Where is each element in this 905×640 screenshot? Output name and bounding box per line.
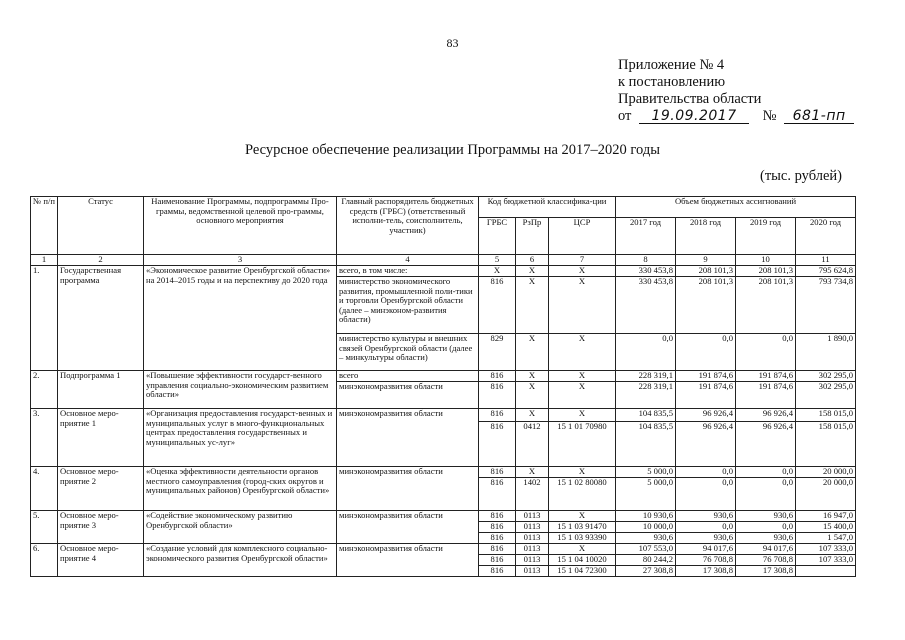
kbk-grbs-cell: 816 — [479, 467, 516, 478]
number-label: № — [762, 108, 777, 124]
header-2017: 2017 год — [616, 218, 676, 255]
header-grbs: Главный распорядитель бюджетных средств (ГРБС) (ответственный исполни-тель, соисполнитель, участник) — [337, 197, 479, 255]
kbk-csr-cell: X — [549, 544, 616, 555]
executor-cell: минэкономразвития области — [337, 544, 479, 577]
column-number-cell: 11 — [796, 255, 856, 266]
header-2020: 2020 год — [796, 218, 856, 255]
name-cell: «Оценка эффективности деятельности органов местного самоуправления (город-ских округов и муниципальных районов) Оренбургской области» — [144, 467, 337, 511]
kbk-csr-cell: X — [549, 409, 616, 422]
value-2018-cell: 0,0 — [676, 478, 736, 511]
executor-cell: министерство экономического развития, промышленной поли-тики и торговли Оренбургской области (далее – минэконом-развития области) — [337, 277, 479, 334]
value-2020-cell: 302 295,0 — [796, 382, 856, 409]
value-2017-cell: 27 308,8 — [616, 566, 676, 577]
value-2018-cell: 191 874,6 — [676, 382, 736, 409]
value-2017-cell: 330 453,8 — [616, 277, 676, 334]
row-number-cell: 4. — [31, 467, 58, 511]
kbk-rzpr-cell: X — [516, 409, 549, 422]
kbk-csr-cell: X — [549, 277, 616, 334]
column-numbers-row — [31, 255, 856, 266]
value-2020-cell: 158 015,0 — [796, 409, 856, 422]
column-number-cell: 2 — [58, 255, 144, 266]
value-2020-cell: 20 000,0 — [796, 478, 856, 511]
table-row — [31, 371, 856, 382]
status-cell: Подпрограмма 1 — [58, 371, 144, 409]
value-2017-cell: 104 835,5 — [616, 409, 676, 422]
kbk-grbs-cell: X — [479, 266, 516, 277]
kbk-grbs-cell: 816 — [479, 371, 516, 382]
value-2018-cell: 208 101,3 — [676, 277, 736, 334]
header-2019: 2019 год — [736, 218, 796, 255]
name-cell: «Содействие экономическому развитию Оренбургской области» — [144, 511, 337, 544]
executor-cell: министерство культуры и внешних связей Оренбургской области (далее – минкультуры области) — [337, 334, 479, 371]
header-volume: Объем бюджетных ассигнований — [616, 197, 856, 218]
column-number-cell: 6 — [516, 255, 549, 266]
handwritten-date: 19.09.2017 — [639, 109, 749, 124]
value-2019-cell: 0,0 — [736, 522, 796, 533]
value-2020-cell: 1 547,0 — [796, 533, 856, 544]
column-number-cell: 3 — [144, 255, 337, 266]
status-cell: Основное меро-приятие 3 — [58, 511, 144, 544]
column-number-cell: 4 — [337, 255, 479, 266]
value-2018-cell: 76 708,8 — [676, 555, 736, 566]
value-2019-cell: 96 926,4 — [736, 422, 796, 467]
value-2019-cell: 208 101,3 — [736, 277, 796, 334]
executor-cell: минэкономразвития области — [337, 409, 479, 467]
kbk-csr-cell: X — [549, 334, 616, 371]
value-2019-cell: 96 926,4 — [736, 409, 796, 422]
value-2019-cell: 17 308,8 — [736, 566, 796, 577]
value-2018-cell: 0,0 — [676, 522, 736, 533]
kbk-grbs-cell: 829 — [479, 334, 516, 371]
name-cell: «Повышение эффективности государст-венного управления социально-экономическим развитием области» — [144, 371, 337, 409]
value-2018-cell: 208 101,3 — [676, 266, 736, 277]
value-2018-cell: 0,0 — [676, 467, 736, 478]
appendix-block — [618, 57, 854, 125]
kbk-rzpr-cell: X — [516, 266, 549, 277]
resource-table — [30, 196, 856, 577]
value-2019-cell: 94 017,6 — [736, 544, 796, 555]
value-2019-cell: 76 708,8 — [736, 555, 796, 566]
name-cell: «Создание условий для комплексного социально-экономического развития Оренбургской области» — [144, 544, 337, 577]
value-2019-cell: 930,6 — [736, 533, 796, 544]
kbk-rzpr-cell: 0412 — [516, 422, 549, 467]
header-kbk: Код бюджетной классифика-ции — [479, 197, 616, 218]
header-name: Наименование Программы, подпрограммы Про-граммы, ведомственной целевой про-граммы, основного мероприятия — [144, 197, 337, 255]
header-status: Статус — [58, 197, 144, 255]
kbk-csr-cell: X — [549, 511, 616, 522]
value-2020-cell — [796, 566, 856, 577]
kbk-grbs-cell: 816 — [479, 511, 516, 522]
appendix-line-3: Правительства области — [618, 91, 762, 107]
row-number-cell: 3. — [31, 409, 58, 467]
kbk-grbs-cell: 816 — [479, 533, 516, 544]
value-2017-cell: 10 000,0 — [616, 522, 676, 533]
value-2018-cell: 930,6 — [676, 533, 736, 544]
executor-cell: всего, в том числе: — [337, 266, 479, 277]
value-2017-cell: 330 453,8 — [616, 266, 676, 277]
value-2020-cell: 15 400,0 — [796, 522, 856, 533]
kbk-grbs-cell: 816 — [479, 566, 516, 577]
appendix-line-1: Приложение № 4 — [618, 57, 725, 73]
kbk-rzpr-cell: 0113 — [516, 566, 549, 577]
header-no: № п/п — [31, 197, 58, 255]
kbk-rzpr-cell: X — [516, 382, 549, 409]
header-2018: 2018 год — [676, 218, 736, 255]
column-number-cell: 1 — [31, 255, 58, 266]
value-2020-cell: 16 947,0 — [796, 511, 856, 522]
executor-cell: минэкономразвития области — [337, 467, 479, 511]
value-2018-cell: 930,6 — [676, 511, 736, 522]
value-2020-cell: 302 295,0 — [796, 371, 856, 382]
value-2020-cell: 158 015,0 — [796, 422, 856, 467]
kbk-csr-cell: 15 1 04 72300 — [549, 566, 616, 577]
executor-cell: минэкономразвития области — [337, 511, 479, 544]
value-2017-cell: 0,0 — [616, 334, 676, 371]
kbk-rzpr-cell: X — [516, 371, 549, 382]
table-row — [31, 409, 856, 422]
column-number-cell: 7 — [549, 255, 616, 266]
kbk-rzpr-cell: 0113 — [516, 533, 549, 544]
status-cell: Основное меро-приятие 4 — [58, 544, 144, 577]
kbk-rzpr-cell: 0113 — [516, 522, 549, 533]
column-number-cell: 8 — [616, 255, 676, 266]
kbk-csr-cell: X — [549, 467, 616, 478]
kbk-csr-cell: X — [549, 382, 616, 409]
kbk-grbs-cell: 816 — [479, 422, 516, 467]
kbk-grbs-cell: 816 — [479, 522, 516, 533]
table-row — [31, 467, 856, 478]
units-label: (тыс. рублей) — [760, 168, 842, 184]
value-2017-cell: 80 244,2 — [616, 555, 676, 566]
kbk-csr-cell: 15 1 02 80080 — [549, 478, 616, 511]
value-2020-cell: 1 890,0 — [796, 334, 856, 371]
name-cell: «Организация предоставления государст-венных и муниципальных услуг в много-функциональных центрах предоставления государственных и муниципальных ус-луг» — [144, 409, 337, 467]
value-2020-cell: 20 000,0 — [796, 467, 856, 478]
value-2018-cell: 191 874,6 — [676, 371, 736, 382]
header-kbk-csr: ЦСР — [549, 218, 616, 255]
value-2020-cell: 107 333,0 — [796, 555, 856, 566]
value-2019-cell: 0,0 — [736, 334, 796, 371]
row-number-cell: 2. — [31, 371, 58, 409]
value-2017-cell: 5 000,0 — [616, 467, 676, 478]
value-2017-cell: 10 930,6 — [616, 511, 676, 522]
executor-cell: минэкономразвития области — [337, 382, 479, 409]
name-cell: «Экономическое развитие Оренбургской области» на 2014–2015 годы и на перспективу до 2020 года — [144, 266, 337, 371]
value-2019-cell: 191 874,6 — [736, 371, 796, 382]
kbk-rzpr-cell: 1402 — [516, 478, 549, 511]
column-number-cell: 5 — [479, 255, 516, 266]
value-2017-cell: 228 319,1 — [616, 382, 676, 409]
value-2019-cell: 0,0 — [736, 478, 796, 511]
kbk-csr-cell: 15 1 03 91470 — [549, 522, 616, 533]
kbk-rzpr-cell: X — [516, 467, 549, 478]
value-2017-cell: 5 000,0 — [616, 478, 676, 511]
value-2018-cell: 94 017,6 — [676, 544, 736, 555]
kbk-grbs-cell: 816 — [479, 382, 516, 409]
column-number-cell: 10 — [736, 255, 796, 266]
value-2018-cell: 17 308,8 — [676, 566, 736, 577]
from-label: от — [618, 108, 632, 124]
document-title: Ресурсное обеспечение реализации Программы на 2017–2020 годы — [245, 142, 660, 158]
kbk-grbs-cell: 816 — [479, 555, 516, 566]
value-2020-cell: 107 333,0 — [796, 544, 856, 555]
kbk-csr-cell: 15 1 03 93390 — [549, 533, 616, 544]
kbk-grbs-cell: 816 — [479, 478, 516, 511]
appendix-date-line — [618, 108, 854, 125]
value-2019-cell: 208 101,3 — [736, 266, 796, 277]
value-2018-cell: 0,0 — [676, 334, 736, 371]
value-2020-cell: 795 624,8 — [796, 266, 856, 277]
value-2019-cell: 191 874,6 — [736, 382, 796, 409]
kbk-csr-cell: X — [549, 266, 616, 277]
kbk-rzpr-cell: 0113 — [516, 511, 549, 522]
value-2017-cell: 228 319,1 — [616, 371, 676, 382]
row-number-cell: 6. — [31, 544, 58, 577]
table-row — [31, 511, 856, 522]
value-2017-cell: 930,6 — [616, 533, 676, 544]
table-row — [31, 544, 856, 555]
kbk-rzpr-cell: 0113 — [516, 555, 549, 566]
value-2017-cell: 107 553,0 — [616, 544, 676, 555]
status-cell: Государственная программа — [58, 266, 144, 371]
column-number-cell: 9 — [676, 255, 736, 266]
value-2018-cell: 96 926,4 — [676, 422, 736, 467]
kbk-grbs-cell: 816 — [479, 409, 516, 422]
status-cell: Основное меро-приятие 1 — [58, 409, 144, 467]
status-cell: Основное меро-приятие 2 — [58, 467, 144, 511]
table-row — [31, 266, 856, 277]
kbk-grbs-cell: 816 — [479, 544, 516, 555]
kbk-rzpr-cell: 0113 — [516, 544, 549, 555]
value-2019-cell: 0,0 — [736, 467, 796, 478]
header-kbk-grbs: ГРБС — [479, 218, 516, 255]
executor-cell: всего — [337, 371, 479, 382]
value-2019-cell: 930,6 — [736, 511, 796, 522]
kbk-rzpr-cell: X — [516, 277, 549, 334]
row-number-cell: 5. — [31, 511, 58, 544]
kbk-csr-cell: 15 1 04 10020 — [549, 555, 616, 566]
kbk-csr-cell: X — [549, 371, 616, 382]
header-kbk-rzpr: РзПр — [516, 218, 549, 255]
row-number-cell: 1. — [31, 266, 58, 371]
kbk-csr-cell: 15 1 01 70980 — [549, 422, 616, 467]
kbk-rzpr-cell: X — [516, 334, 549, 371]
kbk-grbs-cell: 816 — [479, 277, 516, 334]
handwritten-number: 681-пп — [784, 109, 854, 124]
value-2018-cell: 96 926,4 — [676, 409, 736, 422]
appendix-line-2: к постановлению — [618, 74, 726, 90]
value-2020-cell: 793 734,8 — [796, 277, 856, 334]
page-number: 83 — [446, 36, 459, 50]
value-2017-cell: 104 835,5 — [616, 422, 676, 467]
